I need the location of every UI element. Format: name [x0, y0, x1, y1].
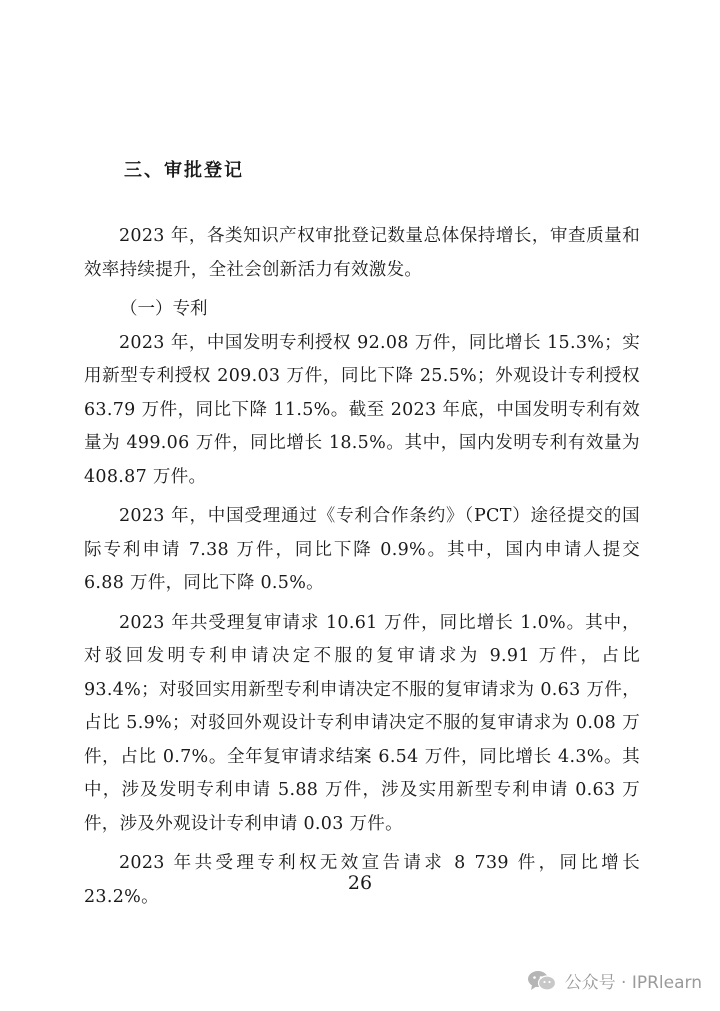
body-text [84, 220, 640, 920]
wechat-icon [527, 969, 557, 993]
paragraph-intro: 2023 年，各类知识产权审批登记数量总体保持增长，审查质量和效率持续提升，全社会创新活力有效激发。 [84, 226, 640, 280]
subheading-patents: （一）专利 [120, 299, 208, 319]
paragraph-pct: 2023 年，中国受理通过《专利合作条约》（PCT）途径提交的国际专利申请 7.38 万件，同比下降 0.9%。其中，国内申请人提交 6.88 万件，同比下降 0.5%。 [84, 506, 640, 593]
paragraph-invalidation: 2023 年共受理专利权无效宣告请求 8 739 件，同比增长 23.2%。 [84, 853, 640, 907]
paragraph-reexamination: 2023 年共受理复审请求 10.61 万件，同比增长 1.0%。其中，对驳回发明专利申请决定不服的复审请求为 9.91 万件，占比 93.4%；对驳回实用新型专利申请决定不服的复审请求为 0.63 万件，占比 5.9%；对驳回外观设计专利申请决定不服的复审请求为 0.08 万件，占比 0.7%。全年复审请求结案 6.54 万件，同比增长 4.3%。其中，涉及发明专利申请 5.88 万件，涉及实用新型专利申请 0.63 万件，涉及外观设计专利申请 0.03 万件。 [84, 612, 640, 834]
paragraph-patent-grants: 2023 年，中国发明专利授权 92.08 万件，同比增长 15.3%；实用新型专利授权 209.03 万件，同比下降 25.5%；外观设计专利授权 63.79 万件，同比下降 11.5%。截至 2023 年底，中国发明专利有效量为 499.06 万件，同比增长 18.5%。其中，国内发明专利有效量为 408.87 万件。 [84, 332, 640, 487]
page-number: 26 [347, 872, 373, 894]
section-title: 三、审批登记 [124, 160, 244, 181]
watermark-text: 公众号 · IPRlearn [564, 973, 702, 993]
watermark [527, 968, 702, 993]
